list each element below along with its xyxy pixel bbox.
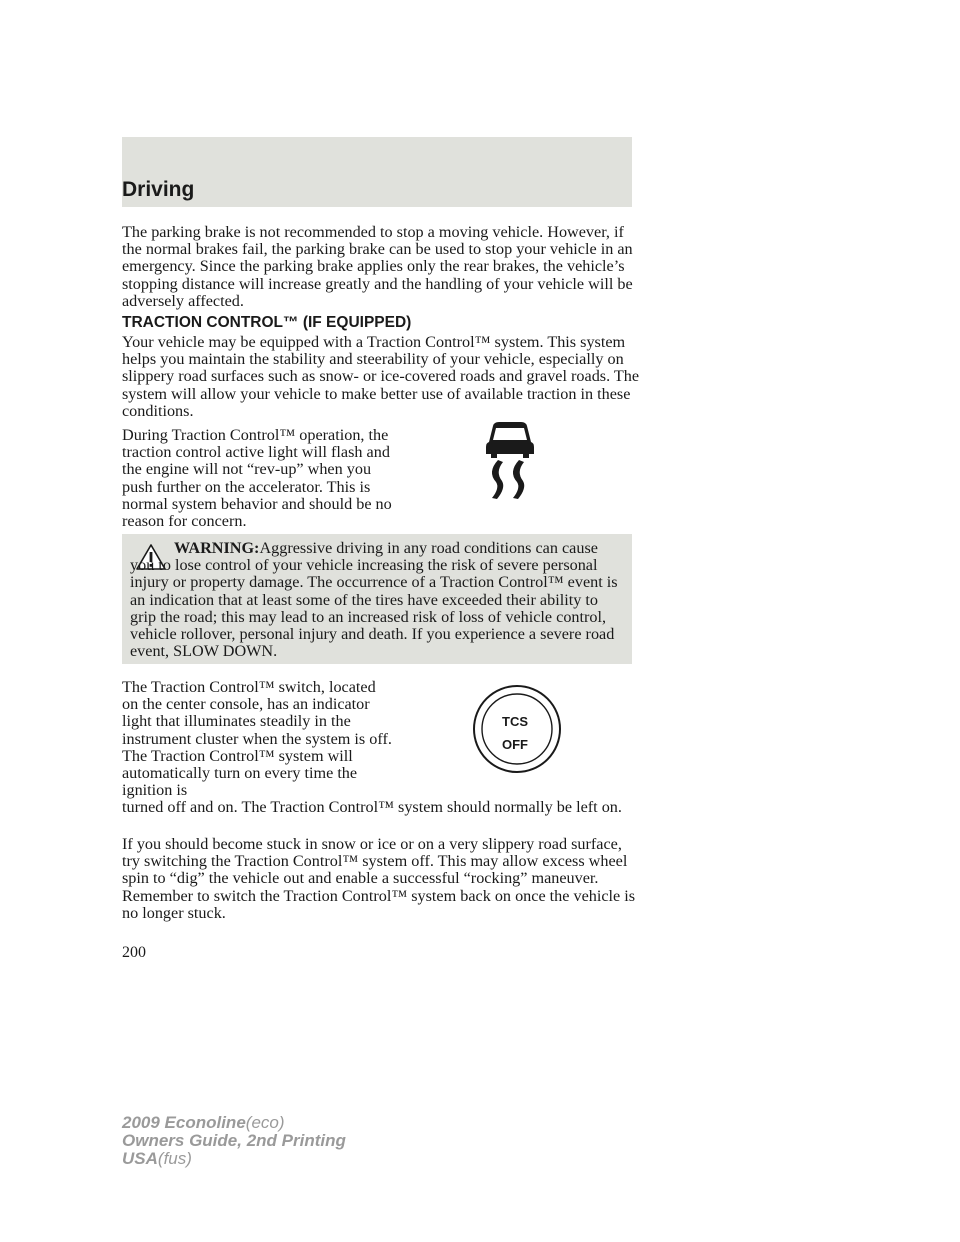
tcs-button-label-bottom: OFF <box>502 737 528 752</box>
paragraph-tcs-switch: The Traction Control™ switch, located on the center console, has an indicator light that illuminates steadily in the instrument cluster when the system is off. The Traction Control™ system will automatically turn on every time the ignition is <box>122 678 392 800</box>
footer-model: 2009 Econoline <box>122 1113 246 1132</box>
warning-text <box>130 540 625 660</box>
traction-control-skid-icon <box>484 420 536 500</box>
warning-body: Aggressive driving in any road conditions can cause you to lose control of your vehicle increasing the risk of severe personal injury or property damage. The occurrence of a Traction Control™ event is an indication that at least some of the tires have exceeded their ability to grip the road; this may lead to an increased risk of loss of vehicle control, vehicle rollover, personal injury and death. If you experience a severe road event, SLOW DOWN. <box>130 539 618 661</box>
tcs-off-button-icon <box>472 684 562 774</box>
heading-traction-control: TRACTION CONTROL™ (IF EQUIPPED) <box>122 314 412 331</box>
footer-guide-edition: Owners Guide, 2nd Printing <box>122 1131 346 1150</box>
warning-label: WARNING: <box>174 539 260 557</box>
section-title: Driving <box>122 178 195 201</box>
document-footer <box>122 1114 346 1168</box>
paragraph-tcs-switch-continued: turned off and on. The Traction Control™ system should normally be left on. <box>122 798 622 816</box>
footer-market-code: (fus) <box>157 1149 192 1168</box>
tcs-button-label-top: TCS <box>502 714 528 729</box>
page-number: 200 <box>122 944 146 961</box>
paragraph-stuck-vehicle: If you should become stuck in snow or ice or on a very slippery road surface, try switching the Traction Control™ system off. This may allow excess wheel spin to “dig” the vehicle out and enable a successful “rocking” maneuver. Remember to switch the Traction Control™ system back on once the vehicle is no longer stuck. <box>122 835 636 922</box>
footer-model-code: (eco) <box>245 1113 285 1132</box>
section-header-band <box>122 137 632 207</box>
paragraph-parking-brake: The parking brake is not recommended to stop a moving vehicle. However, if the normal brakes fail, the parking brake can be used to stop your vehicle in an emergency. Since the parking brake applies only the rear brakes, the vehicle’s stopping distance will increase greatly and the handling of your vehicle will be adversely affected. <box>122 223 633 310</box>
footer-market: USA <box>122 1149 158 1168</box>
paragraph-traction-operation: During Traction Control™ operation, the traction control active light will flash and the engine will not “rev-up” when you push further on the accelerator. This is normal system behavior and should be no reason for concern. <box>122 426 392 531</box>
paragraph-traction-intro: Your vehicle may be equipped with a Traction Control™ system. This system helps you maintain the stability and steerability of your vehicle, especially on slippery road surfaces such as snow- or ice-covered roads and gravel roads. The system will allow your vehicle to make better use of available traction in these conditions. <box>122 333 640 420</box>
